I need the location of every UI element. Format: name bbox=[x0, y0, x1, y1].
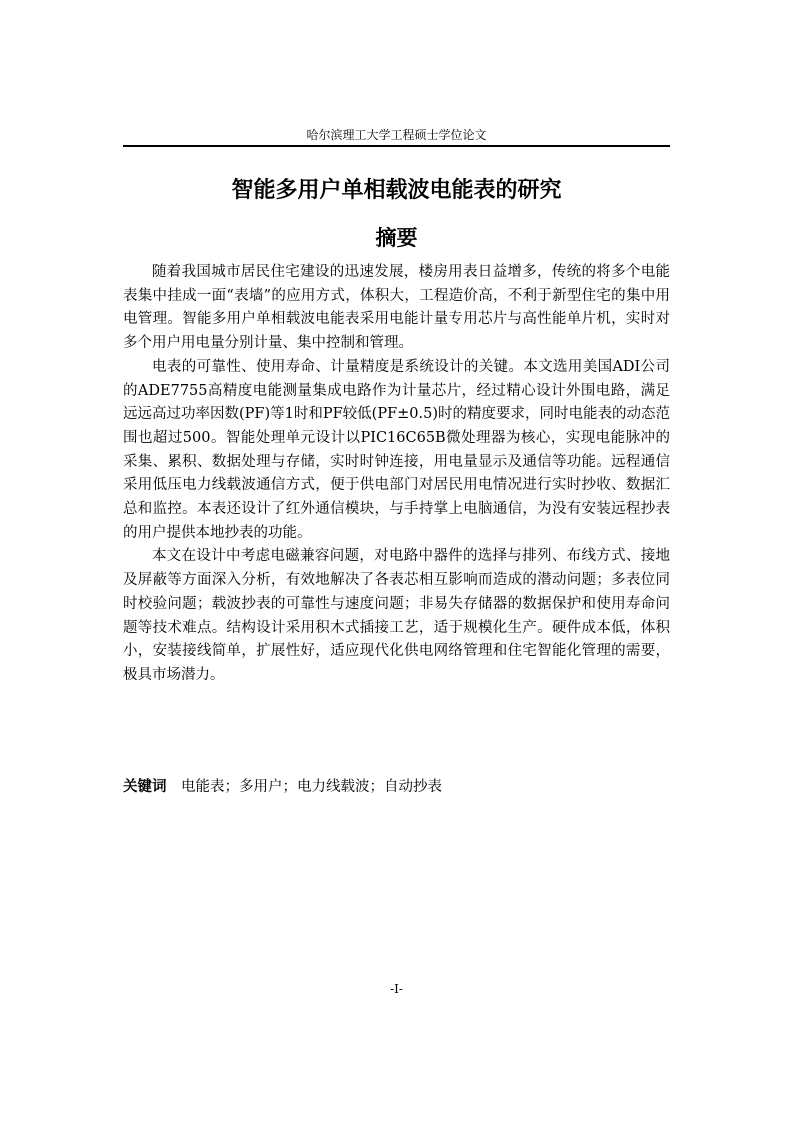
abstract-paragraph-1: 随着我国城市居民住宅建设的迅速发展，楼房用表日益增多，传统的将多个电能表集中挂成一面“表墙”的应用方式，体积大，工程造价高，不利于新型住宅的集中用电管理。智能多用户单相载波电能表采用电能计量专用芯片与高性能单片机，实时对多个用户用电量分别计量、集中控制和管理。 bbox=[123, 264, 670, 352]
abstract-heading: 摘要 bbox=[375, 226, 418, 250]
abstract-body bbox=[123, 261, 670, 688]
keywords-label: 关键词 bbox=[123, 779, 167, 795]
abstract-paragraph-2: 电表的可靠性、使用寿命、计量精度是系统设计的关键。本文选用美国ADI公司的ADE7755高精度电能测量集成电路作为计量芯片，经过精心设计外围电路，满足远远高过功率因数(PF)等1时和PF较低(PF±0.5)时的精度要求，同时电能表的动态范围也超过500。智能处理单元设计以PIC16C65B微处理器为核心，实现电能脉冲的采集、累积、数据处理与存储，实时时钟连接，用电量显示及通信等功能。远程通信采用低压电力线载波通信方式，便于供电部门对居民用电情况进行实时抄收、数据汇总和监控。本表还设计了红外通信模块，与手持掌上电脑通信，为没有安装远程抄表的用户提供本地抄表的功能。 bbox=[123, 358, 671, 541]
keywords-text: 电能表；多用户；电力线载波；自动抄表 bbox=[181, 779, 442, 795]
running-header: 哈尔滨理工大学工程硕士学位论文 bbox=[306, 128, 487, 142]
keywords-line bbox=[123, 776, 670, 798]
abstract-paragraph-3: 本文在设计中考虑电磁兼容问题，对电路中器件的选择与排列、布线方式、接地及屏蔽等方面深入分析，有效地解决了各表芯相互影响而造成的潜动问题；多表位同时校验问题；载波抄表的可靠性与速度问题；非易失存储器的数据保护和使用寿命问题等技术难点。结构设计采用积木式插接工艺，适于规模化生产。硬件成本低，体积小，安装接线简单，扩展性好，适应现代化供电网络管理和住宅智能化管理的需要，极具市场潜力。 bbox=[123, 548, 670, 683]
page-number: -I- bbox=[390, 982, 403, 996]
header-rule bbox=[123, 145, 670, 147]
thesis-title: 智能多用户单相载波电能表的研究 bbox=[231, 178, 562, 203]
